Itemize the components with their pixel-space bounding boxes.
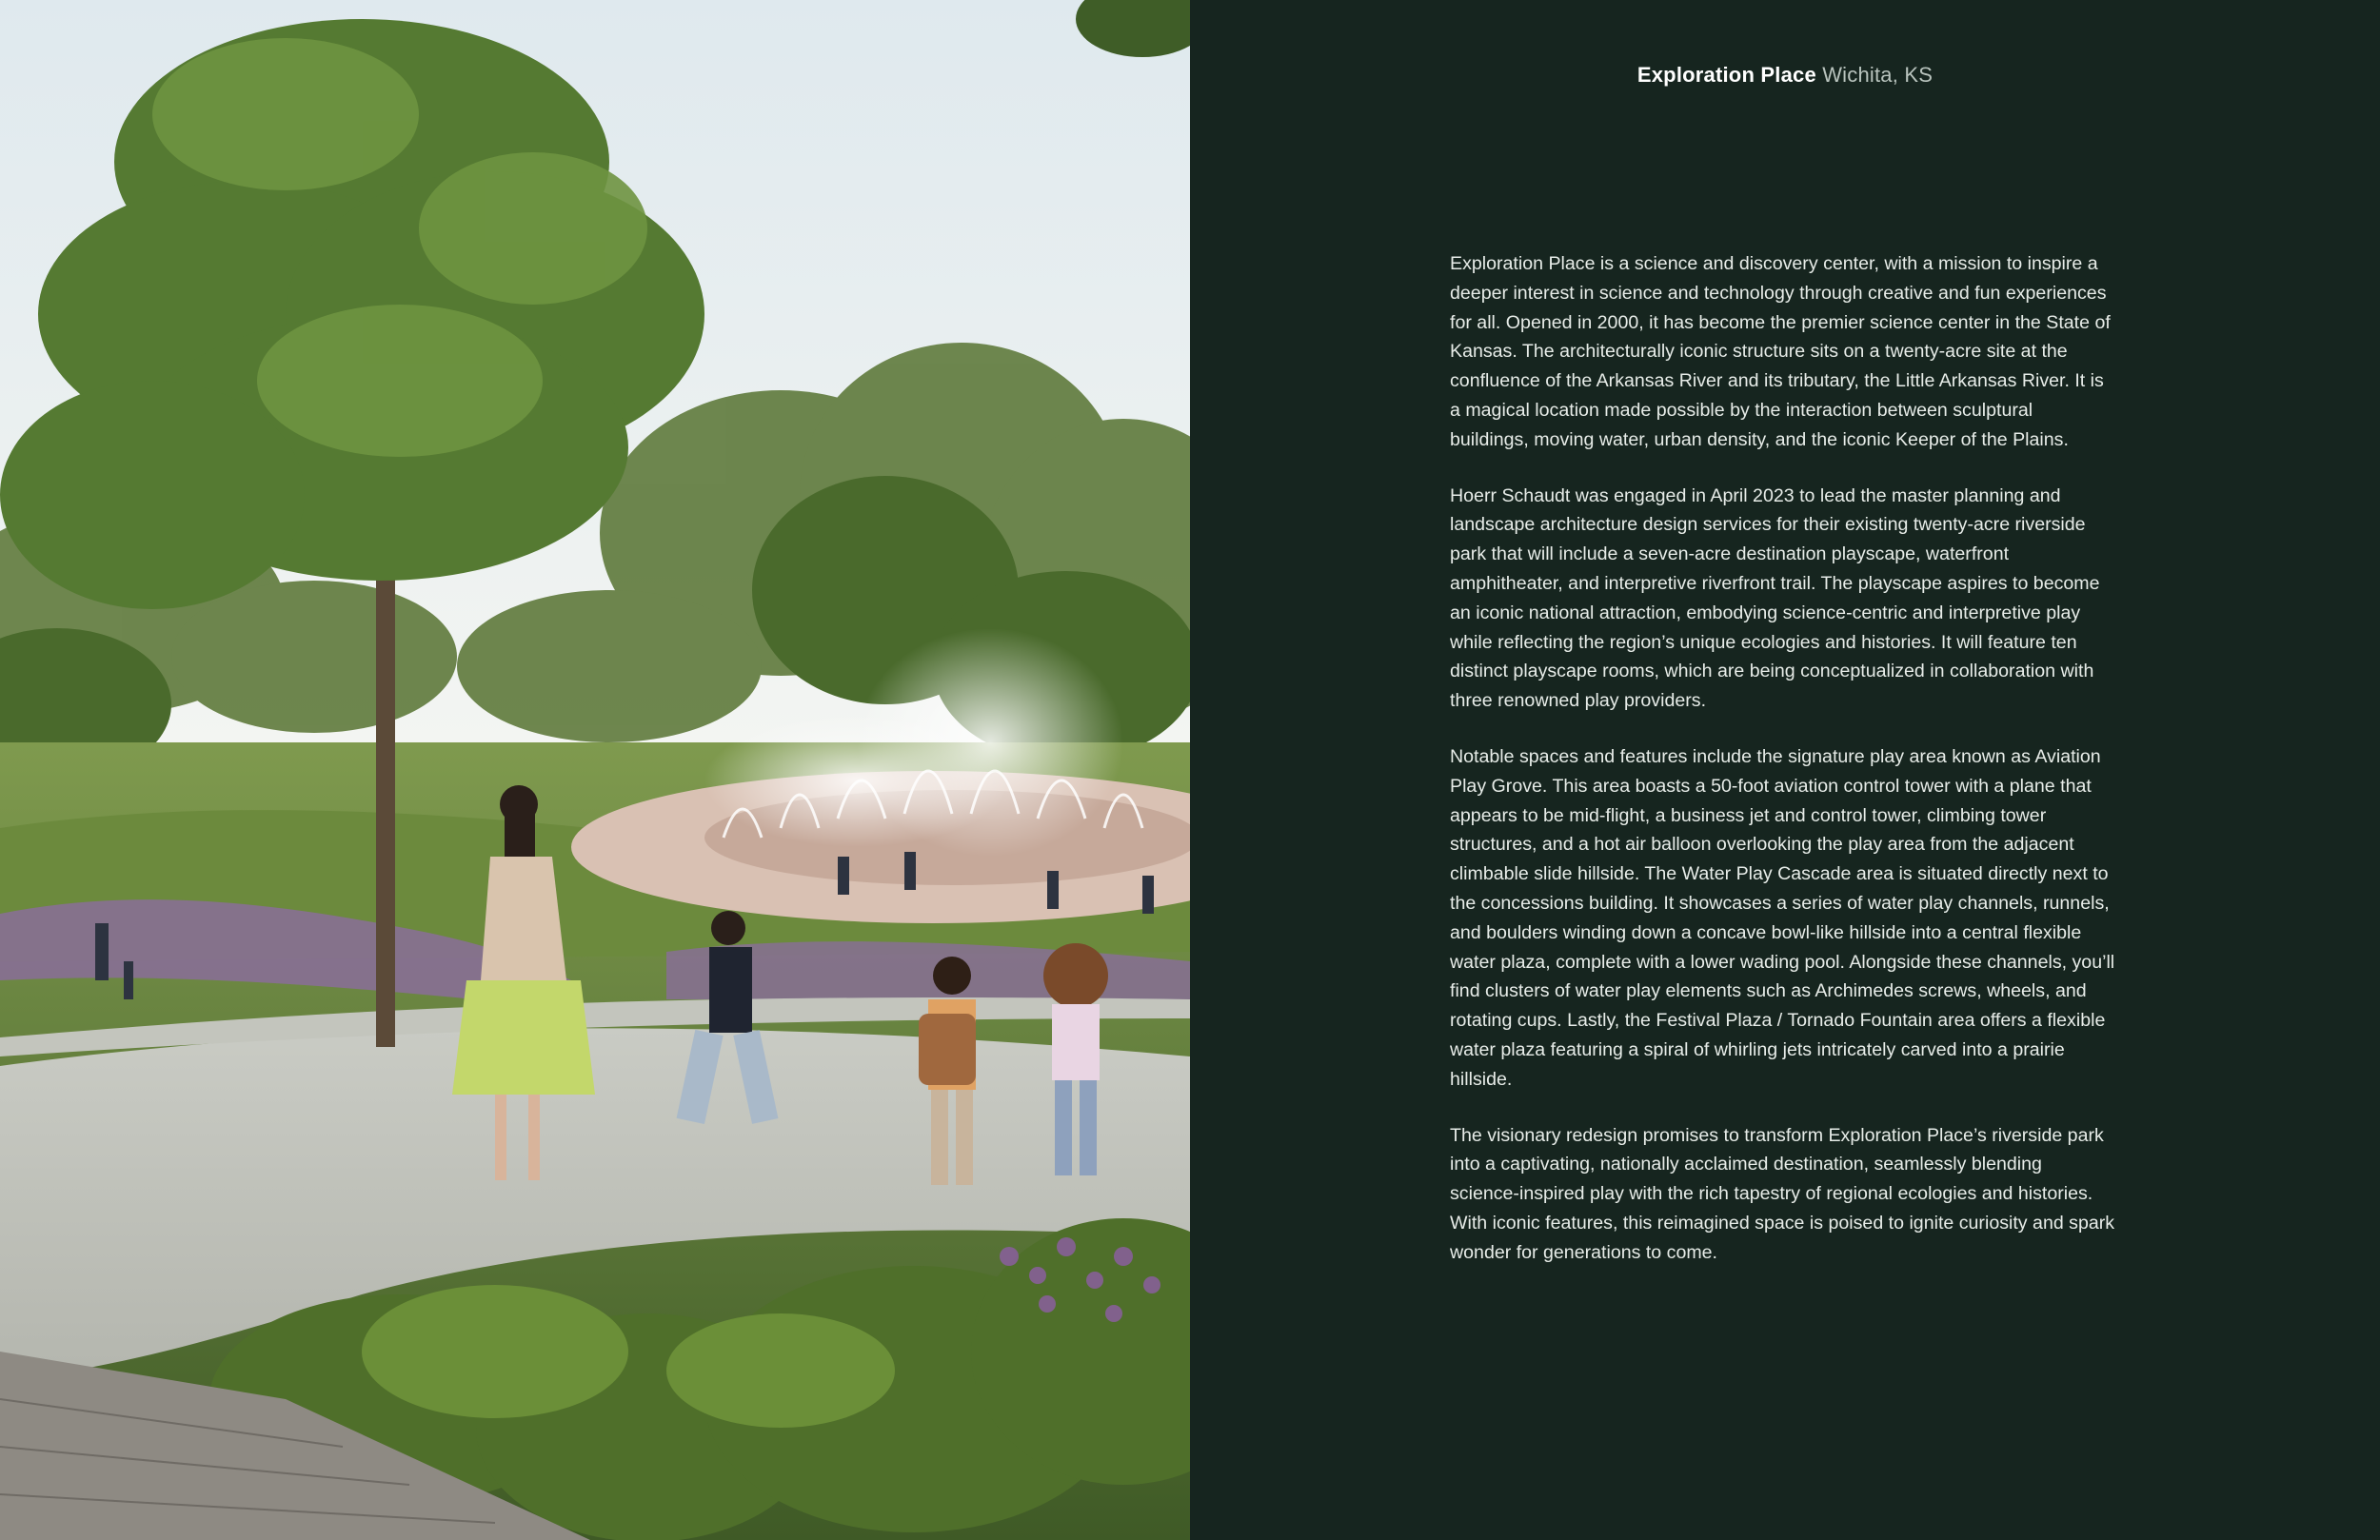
article-text-panel [1190, 0, 2380, 1540]
project-title: Exploration Place [1636, 63, 1816, 87]
page-header [1190, 63, 2380, 88]
paragraph-intro: Exploration Place is a science and discovery center, with a mission to inspire a deeper interest in science and technology through creative and fun experiences for all. Opened in 2000, it has become the premier science center in the State of Kansas. The architecturally iconic structure sits on a twenty-acre site at the confluence of the Arkansas River and its tributary, the Little Arkansas River. It is a magical location made possible by the interaction between sculptural buildings, moving water, urban density, and the iconic Keeper of the Plains. [1450, 253, 2111, 450]
article-body [1450, 249, 2116, 1294]
paragraph-engagement: Hoerr Schaudt was engaged in April 2023 to lead the master planning and landscape architecture design services for their existing twenty-acre riverside park that will include a seven-acre destination playscape, waterfront amphitheater, and interpretive riverfront trail. The playscape aspires to become an iconic national attraction, embodying science-centric and interpretive play while reflecting the region’s unique ecologies and histories. It will feature ten distinct playscape rooms, which are being conceptualized in collaboration with three renowned play providers. [1450, 484, 2100, 712]
paragraph-conclusion: The visionary redesign promises to transform Exploration Place’s riverside park into a captivating, nationally acclaimed destination, seamlessly blending science-inspired play with the rich tapestry of regional ecologies and histories. With iconic features, this reimagined space is poised to ignite curiosity and spark wonder for generations to come. [1450, 1124, 2115, 1263]
project-location: Wichita, KS [1822, 63, 1934, 87]
paragraph-features: Notable spaces and features include the signature play area known as Aviation Play Grove. This area boasts a 50-foot aviation control tower with a plane that appears to be mid-flight, a business jet and control tower, climbing tower structures, and a hot air balloon overlooking the play area from the adjacent climbable slide hillside. The Water Play Cascade area is situated directly next to the concessions building. It showcases a series of water play channels, runnels, and boulders winding down a concave bowl-like hillside into a central flexible water plaza, complete with a lower wading pool. Alongside these channels, you’ll find clusters of water play elements such as Archimedes screws, wheels, and rotating cups. Lastly, the Festival Plaza / Tornado Fountain area offers a flexible water plaza featuring a spiral of whirling jets intricately carved into a prairie hillside. [1450, 745, 2115, 1090]
